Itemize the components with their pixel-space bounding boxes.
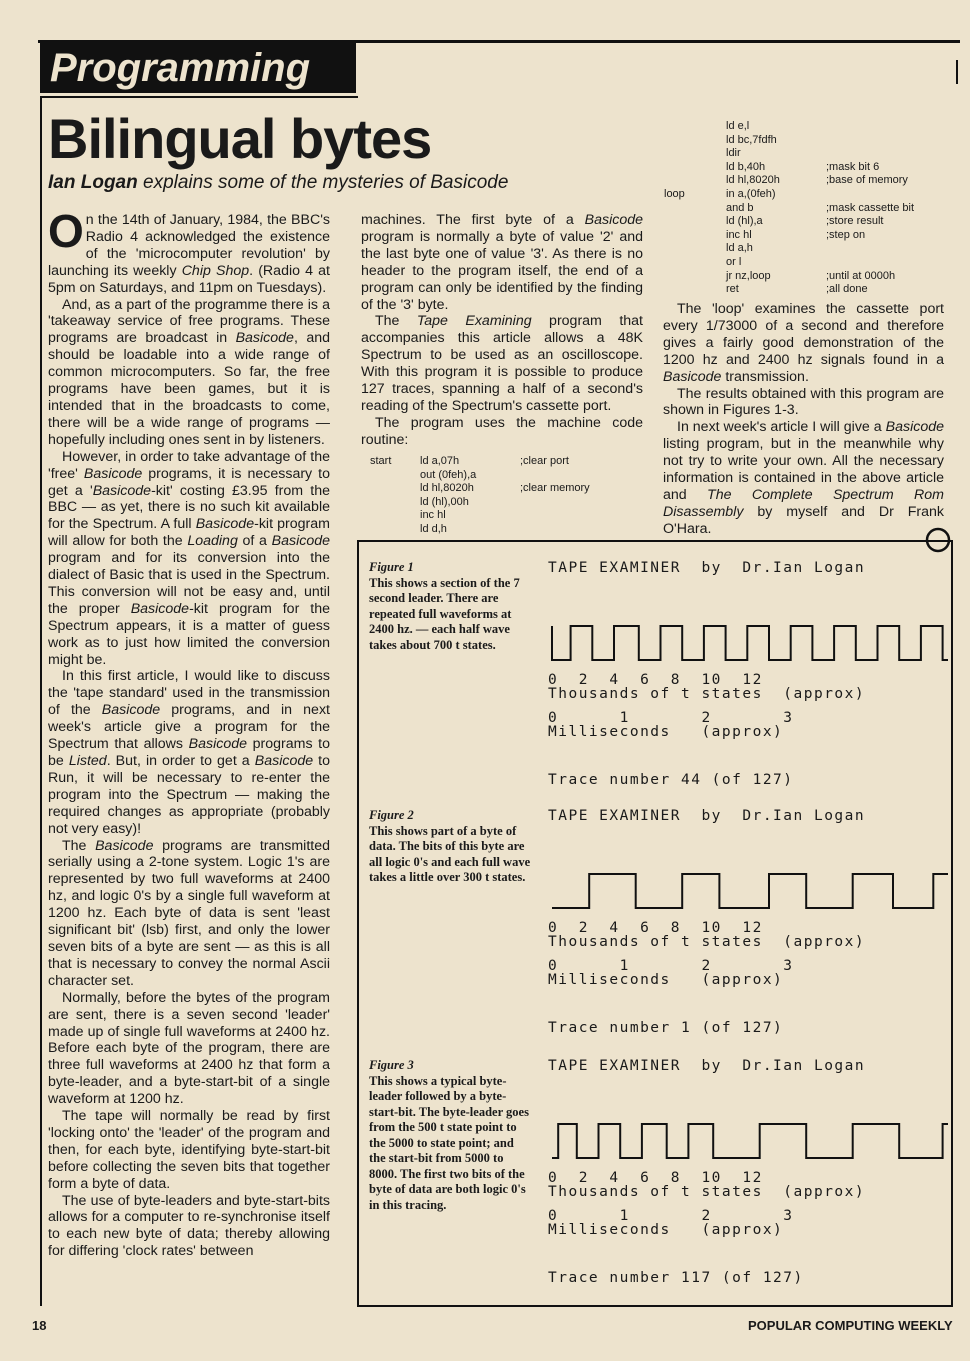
tstates-axis-label: Thousands of t states (approx) [548,934,866,950]
figure-caption [369,560,532,653]
code-line [370,482,640,496]
code-line [664,202,954,216]
code-label [664,215,726,229]
code-label [370,509,420,523]
code-label [664,283,726,297]
code-label [370,482,420,496]
code-line [664,174,954,188]
waveform-trace [548,620,948,670]
code-op: ret [726,283,739,296]
code-line [370,523,640,537]
code-op: ld d,h [420,522,447,535]
code-op: jr nz,loop [726,269,771,282]
code-op: inc hl [420,509,446,522]
left-rule [40,96,42,1306]
code-line [370,455,640,469]
code-comment: ;clear memory [520,482,590,495]
waveform-line [552,874,948,908]
figure-caption-text: This shows a typical byte-leader followed by a byte-start-bit. The byte-leader goes from the 500 t state point to the 5000 to state point; and the start-bit from 5000 to 8000. The first two bits of the byte of data are both logic 0's in this tracing. [369,1073,529,1212]
code-op: ld b,40h [726,160,766,173]
trace-number: Trace number 44 (of 127) [548,772,794,788]
code-label [664,270,726,284]
code-comment: ;clear port [520,455,569,467]
article-title: Bilingual bytes [48,107,432,170]
code-comment [520,523,640,537]
code-comment [826,134,954,148]
code-op: or l [726,255,742,268]
corner-circle-icon [924,526,952,554]
waveform-line [552,1124,948,1158]
code-line [370,469,640,483]
code-op: ld bc,7fdfh [726,133,777,146]
code-label [664,134,726,148]
code-op: and b [726,201,754,214]
code-comment [826,242,954,256]
footer-title: POPULAR COMPUTING WEEKLY [748,1318,953,1333]
ms-axis-label: Milliseconds (approx) [548,1222,784,1238]
byline [48,170,508,196]
code-comment [520,496,640,510]
code-comment [826,256,954,270]
code-label [664,174,726,188]
code-comment [826,147,954,161]
figure-label: Figure 2 [369,808,414,822]
page-number: 18 [32,1318,47,1333]
ms-axis-label: Milliseconds (approx) [548,724,784,740]
code-label [664,161,726,175]
code-line [664,256,954,270]
code-op: inc hl [726,228,752,241]
code-label [370,469,420,483]
code-op: ld a,h [726,242,753,255]
code-op: in a,(0feh) [726,187,776,200]
code-line [664,215,954,229]
code-line [370,509,640,523]
code-op: ld hl,8020h [726,174,780,187]
code-line [664,283,954,297]
waveform-trace [548,868,948,918]
code-op: ld (hl),a [726,215,763,228]
tstates-ticks: 0 2 4 6 8 10 12 [548,920,763,936]
code-line [664,188,954,202]
code-comment: ;mask cassette bit [826,201,915,214]
code-line [370,496,640,510]
code-label: start [370,455,392,467]
right-tick [956,60,958,84]
code-label [664,229,726,243]
code-label [664,242,726,256]
code-op: ld hl,8020h [420,482,474,495]
trace-number: Trace number 117 (of 127) [548,1270,804,1286]
tstates-ticks: 0 2 4 6 8 10 12 [548,1170,763,1186]
tstates-ticks: 0 2 4 6 8 10 12 [548,672,763,688]
figure-label: Figure 3 [369,1058,414,1072]
code-label [664,120,726,134]
column-3: The 'loop' examines the cassette port every 1/73000 of a second and therefore gives a fairly good demonstration of the 1200 hz and 2400 hz signals found in a Basicode transmission. The results obtained with this program are shown in Figures 1-3. In next week's article I will give a Basicode listing program, but in the meanwhile why not try to write your own. All the necessary information is contained in the above article and The Complete Spectrum Rom Disassembly by myself and Dr Frank O'Hara. [663,301,944,537]
figure-caption-text: This shows part of a byte of data. The bits of this byte are all logic 0's and each full wave takes a little over 300 t states. [369,823,531,884]
code-line [664,229,954,243]
code-op: out (0feh),a [420,468,477,481]
code-comment: ;base of memory [826,174,908,187]
code-op: ld e,l [726,120,750,132]
code-op: ld (hl),00h [420,495,469,508]
figure-caption-text: This shows a section of the 7 second leader. There are repeated full waveforms at 2400 hz. — each half wave takes about 700 t states. [369,575,520,652]
code-label [370,523,420,537]
code-op: ldir [726,147,741,160]
code-comment [520,509,640,523]
figure-caption [369,808,532,886]
code-comment: ;step on [826,228,866,241]
ms-ticks: 0 1 2 3 [548,958,794,974]
code-listing-2 [664,120,954,297]
author-name: Ian Logan [48,172,138,193]
code-label: loop [664,187,685,200]
code-line [664,134,954,148]
trace-number: Trace number 1 (of 127) [548,1020,784,1036]
ms-ticks: 0 1 2 3 [548,710,794,726]
tstates-axis-label: Thousands of t states (approx) [548,686,866,702]
waveform-trace [548,1118,948,1168]
code-label [664,202,726,216]
section-banner: Programming [40,43,356,93]
code-comment [520,469,640,483]
code-label [664,256,726,270]
code-line [664,270,954,284]
column-1: On the 14th of January, 1984, the BBC's Radio 4 acknowledged the existence of the 'microcomputer revolution' by launching its weekly Chip Shop. (Radio 4 at 5pm on Saturdays, and 11pm on Tuesdays). And, as a part of the programme there is a 'takeaway service of free programs. These programs are broadcast in Basicode, and should be loadable into a wide range of common microcomputers. So far, the free programs have been games, but it is intended that in the broadcasts to come, there will be a wide range of programs — hopefully including ones sent in by listeners. However, in order to take advantage of the 'free' Basicode programs, it is necessary to get a 'Basicode-kit' costing £3.95 from the BBC — as yet, there is no such kit available for the Spectrum. A full Basicode-kit program will allow for both the Loading of a Basicode program and for its conversion into the dialect of Basic that is used in the Spectrum. This conversion will not be easy and, until the proper Basicode-kit program for the Spectrum appears, it is a matter of guess work as to just how limited the conversion might be. In this first article, I would like to discuss the 'tape standard' used in the transmission of the Basicode programs, and in next week's article give a program for the Spectrum that allows Basicode programs to be Listed. But, in order to get a Basicode to Run, it will be necessary to re-enter the program into the Spectrum — making the required changes as appropriate (probably not very easy)! The Basicode programs are transmitted serially using a 2-tone system. Logic 1's are represented by two full waveforms at 2400 hz, and logic 0's by a single full waveform at 1200 hz. Each byte of data is sent 'least significant bit' (lsb) first, and only the lower seven bits of a byte are sent — as this is all that is necessary to convey the normal Ascii character set. Normally, before the bytes of the program are sent, there is a seven second 'leader' made up of single full waveforms at 2400 hz. Before each byte of the program, there are three full waveforms at 2400 hz that form a byte-leader, and a byte-start-bit of a single waveform at 1200 hz. The tape will normally be read by first 'locking onto' the 'leader' of the program and then, for each byte, identifying byte-start-bit before collecting the seven bits that together form a byte of data. The use of byte-leaders and byte-start-bits allows for a computer to re-synchronise itself to each new byte of data; thereby allowing for differing 'clock rates' between [48,205,330,1260]
banner-rule [40,96,358,98]
code-op: ld a,07h [420,455,460,467]
code-label [664,147,726,161]
ms-ticks: 0 1 2 3 [548,1208,794,1224]
code-comment [826,188,954,202]
code-label [370,496,420,510]
code-line [664,161,954,175]
screen-title: TAPE EXAMINER by Dr.Ian Logan [548,808,866,824]
code-line [664,120,954,134]
figure-caption [369,1058,532,1213]
code-comment: ;mask bit 6 [826,160,880,173]
ms-axis-label: Milliseconds (approx) [548,972,784,988]
waveform-line [552,626,948,660]
code-comment: ;until at 0000h [826,269,896,282]
column-2: machines. The first byte of a Basicode program is normally a byte of value '2' and the last byte one of value '3'. As there is no header to the program itself, the end of a program can only be identified by the finding of the '3' byte. The Tape Examining program that accompanies this article allows a 48K Spectrum to be used as an oscilloscope. With this program it is possible to produce 127 traces, spanning a half of a second's reading of the Spectrum's cassette port. The program uses the machine code routine: [361,212,643,448]
byline-text: explains some of the mysteries of Basicode [137,172,509,193]
screen-title: TAPE EXAMINER by Dr.Ian Logan [548,1058,866,1074]
code-comment: ;all done [826,283,868,296]
code-comment [826,120,954,134]
code-comment: ;store result [826,215,884,228]
figure-label: Figure 1 [369,560,414,574]
code-line [664,242,954,256]
code-listing-1 [370,455,640,537]
code-line [664,147,954,161]
screen-title: TAPE EXAMINER by Dr.Ian Logan [548,560,866,576]
tstates-axis-label: Thousands of t states (approx) [548,1184,866,1200]
